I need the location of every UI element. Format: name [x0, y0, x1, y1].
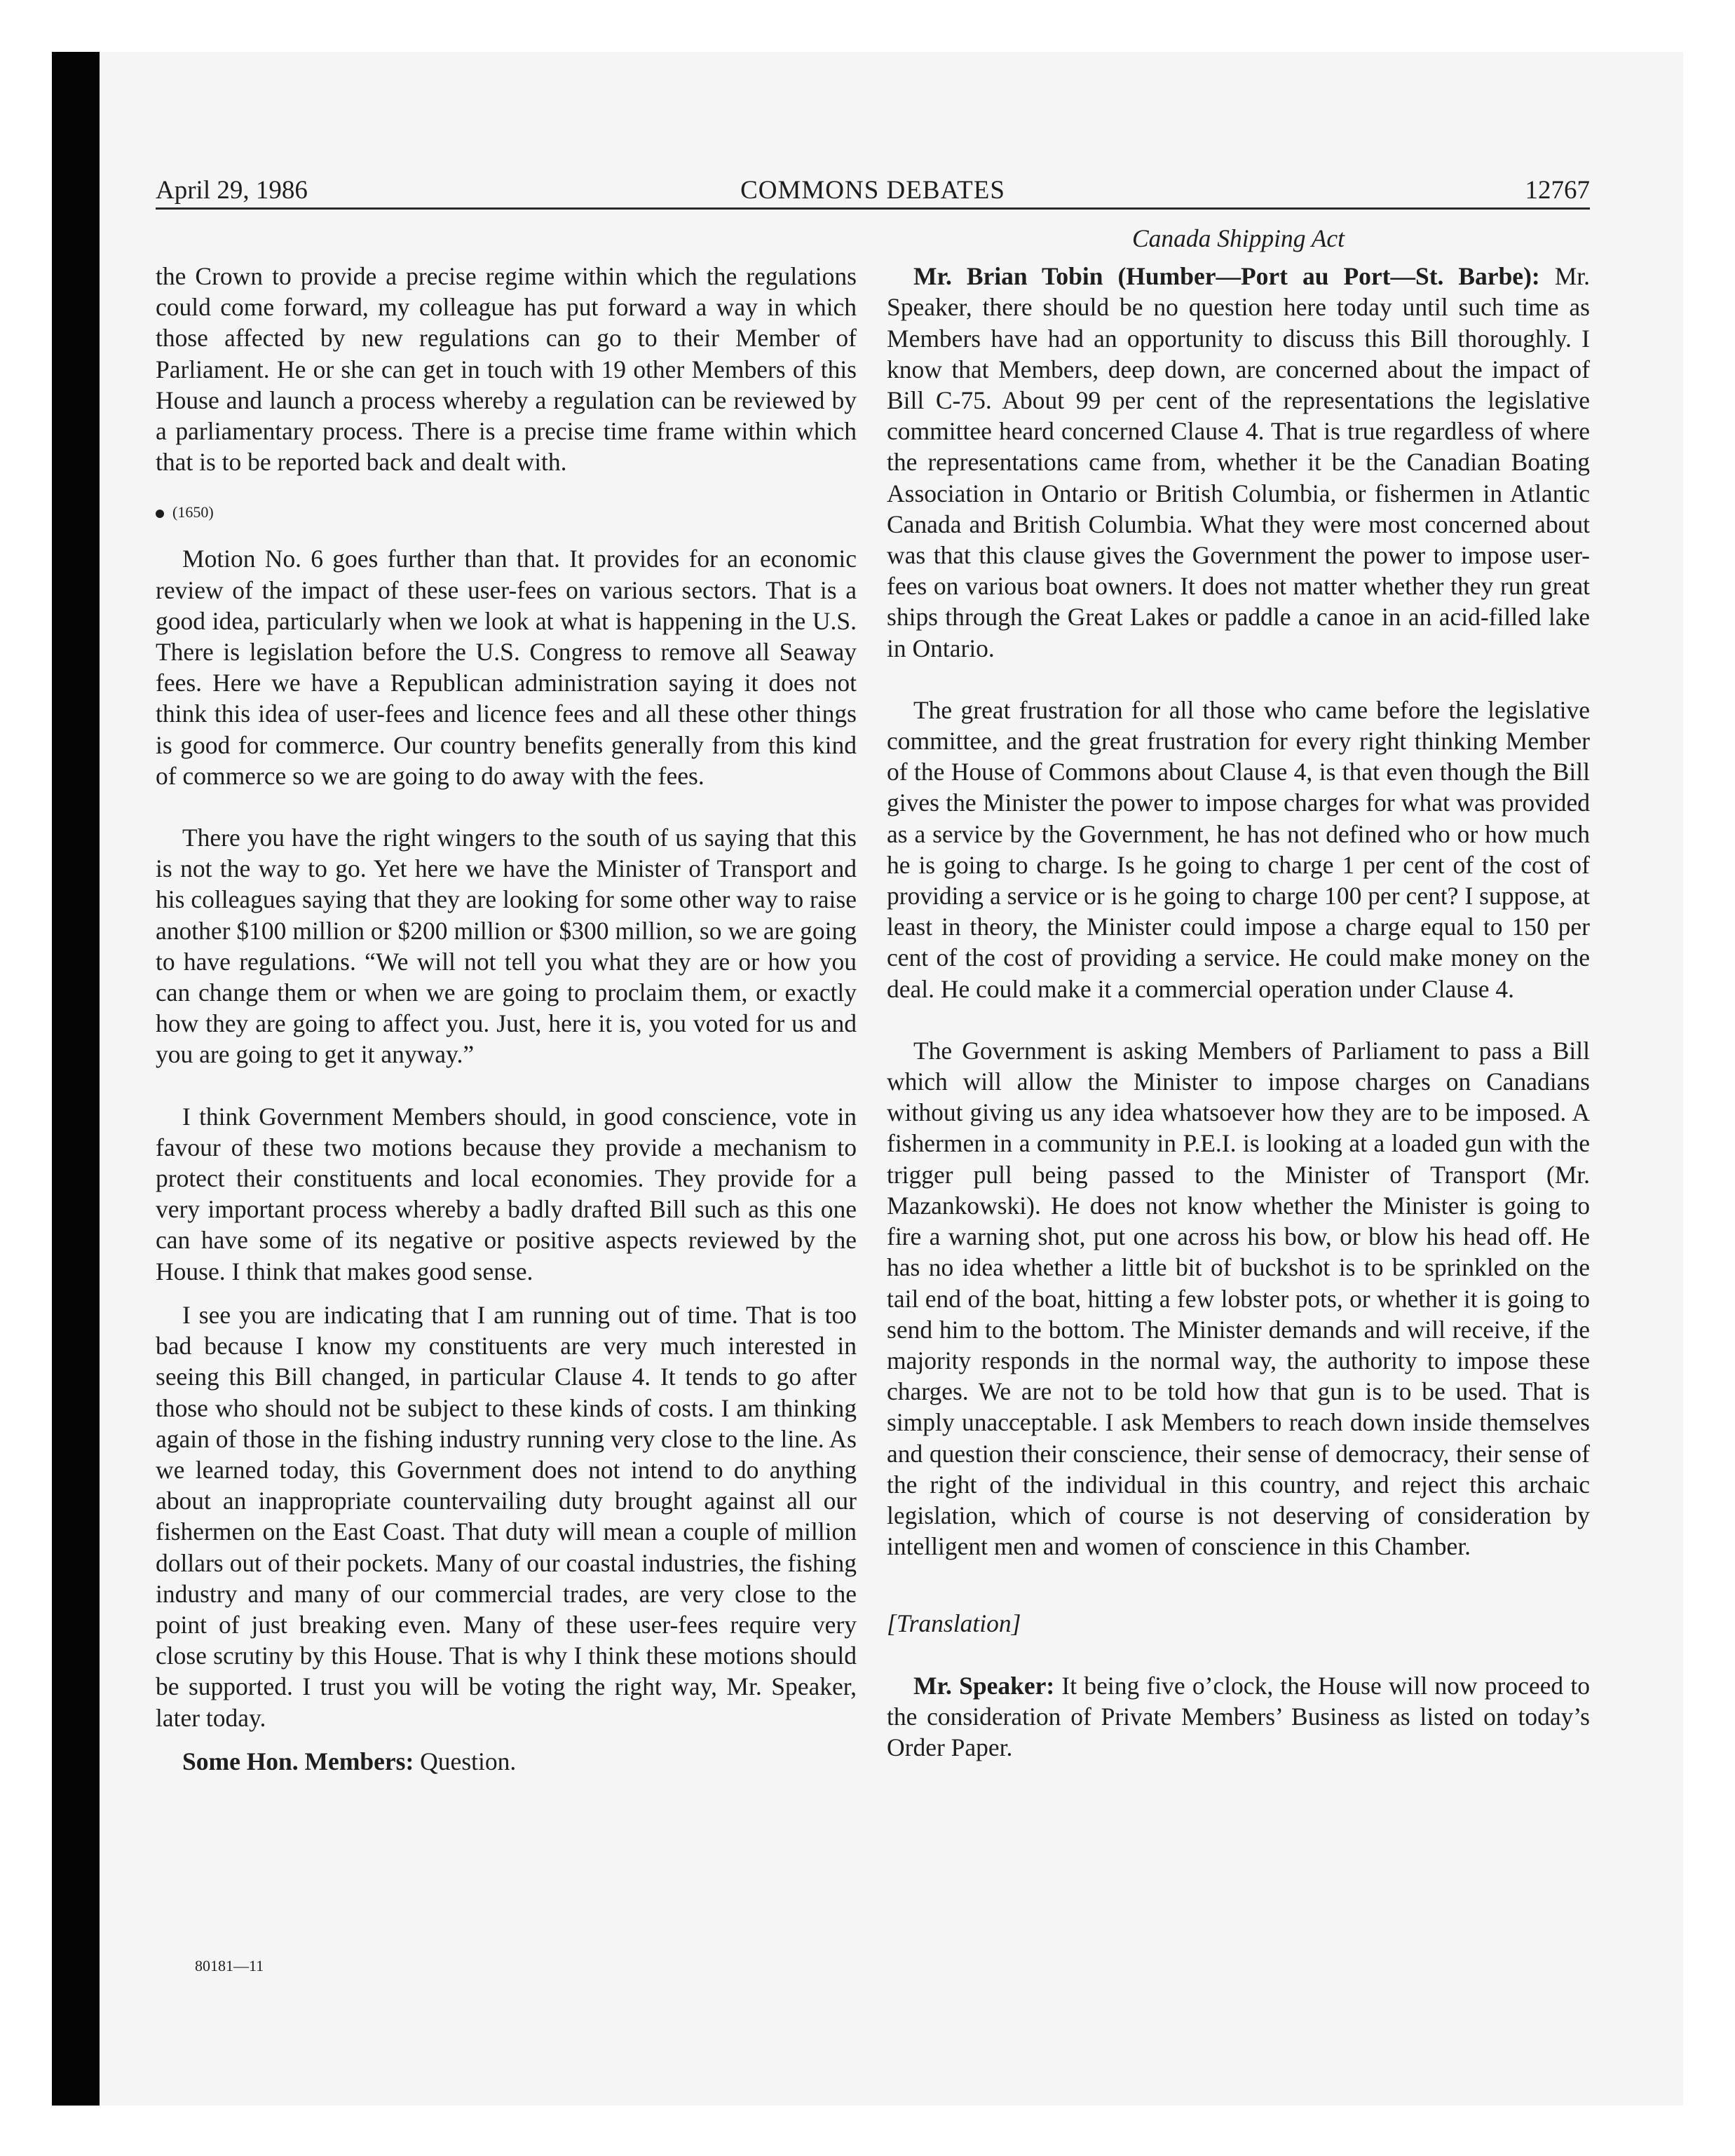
- header-date: April 29, 1986: [156, 176, 308, 205]
- running-head: Canada Shipping Act: [1131, 224, 1345, 252]
- speaker-name: Mr. Speaker:: [913, 1671, 1055, 1700]
- left-paragraph-4: I think Government Members should, in good conscience, vote in favour of these two motions because they provide a mechanism to protect their constituents and local economies. They provide for a very important process whereby a badly drafted Bill such as this one can have some of its negative or positive aspects reviewed by the House. I think that makes good sense.: [156, 1102, 857, 1285]
- speaker-name: Mr. Brian Tobin (Humber—Port au Port—St. Barbe):: [913, 262, 1540, 291]
- header-title: COMMONS DEBATES: [740, 176, 1005, 205]
- time-marker: [156, 498, 857, 526]
- page-header: [156, 172, 1590, 210]
- translation-marker: [Translation]: [887, 1609, 1021, 1638]
- left-paragraph-3: There you have the right wingers to the south of us saying that this is not the way to go. Yet here we have the Minister of Transport and his colleagues saying that they are looking for some other way to raise another $100 million or $200 million or $300 million, so we are going to have regulations. “We will not tell you what they are or how you can change them or when we are going to proclaim them, or exactly how they are going to affect you. Just, here it is, you voted for us and you are going to get it anyway.”: [156, 824, 857, 1069]
- footer-code: 80181—11: [195, 1957, 264, 1974]
- right-paragraph-1: [887, 261, 1590, 664]
- left-paragraph-2: Motion No. 6 goes further than that. It provides for an economic review of the impact of these user-fees on various sectors. That is a good idea, particularly when we look at what is happening in the U.S. There is legislation before the U.S. Congress to remove all Seaway fees. Here we have a Republican administration saying it does not think this idea of user-fees and licence fees and all these other things is good for commerce. Our country benefits generally from this kind of commerce so we are going to do away with the fees.: [156, 545, 857, 790]
- left-paragraph-5: I see you are indicating that I am running out of time. That is too bad because I know my constituents are very much interested in seeing this Bill changed, in particular Clause 4. It tends to go after those who should not be subject to these kinds of costs. I am thinking again of those in the fishing industry running very close to the line. As we learned today, this Government does not intend to do anything about an inappropriate countervailing duty brought against all our fishermen on the East Coast. That duty will mean a couple of million dollars out of their pockets. Many of our coastal industries, the fishing industry and many of our commercial trades, are very close to the point of just breaking even. Many of these user-fees require very close scrutiny by this House. That is why I think these motions should be supported. I trust you will be voting the right way, Mr. Speaker, later today.: [156, 1300, 857, 1732]
- left-paragraph-1: the Crown to provide a precise regime within which the regulations could come forward, my colleague has put forward a way in which those affected by new regulations can go to their Member of Parliament. He or she can get in touch with 19 other Members of this House and launch a process whereby a regulation can be reviewed by a parliamentary process. There is a precise time frame within which that is to be reported back and dealt with.: [156, 262, 857, 477]
- left-column: [156, 261, 857, 1777]
- speaker-name: Some Hon. Members:: [182, 1747, 414, 1775]
- speech-text: Mr. Speaker, there should be no question here today until such time as Members have had an opportunity to discuss this Bill thoroughly. I know that Members, deep down, are concerned about the impact of Bill C-75. About 99 per cent of the representations the legislative committee heard concerned Clause 4. That is true regardless of where the representations came from, whether it be the Canadian Boating Association in Ontario or British Columbia, or fishermen in Atlantic Canada and British Columbia. What they were most concerned about was that this clause gives the Government the power to impose user-fees on various boat owners. It does not matter whether they run great ships through the Great Lakes or paddle a canoe in an acid-filled lake in Ontario.: [887, 262, 1591, 662]
- right-paragraph-3: The Government is asking Members of Parliament to pass a Bill which will allow the Minister to impose charges on Canadians without giving us any idea whatsoever how they are to be imposed. A fishermen in a community in P.E.I. is looking at a loaded gun with the trigger pull being passed to the Minister of Transport (Mr. Mazankowski). He does not know whether the Minister is going to fire a warning shot, put one across his bow, or blow his head off. He has no idea whether a little bit of buckshot is to be sprinkled on the tail end of the boat, hitting a few lobster pots, or whether it is going to send him to the bottom. The Minister demands and will receive, if the majority responds in the normal way, the authority to impose these charges. We are not to be told how that gun is to be used. That is simply unacceptable. I ask Members to reach down inside themselves and question their conscience, their sense of democracy, their sense of the right of the individual in this country, and reject this archaic legislation, which of course is not deserving of consideration by intelligent men and women of conscience in this Chamber.: [887, 1036, 1590, 1561]
- right-column: [887, 223, 1590, 1763]
- right-paragraph-4: [887, 1670, 1590, 1763]
- speech-text: It being five o’clock, the House will now proceed to the consideration of Private Members’ Business as listed on today’s Order Paper.: [887, 1671, 1590, 1761]
- bullet-icon: [156, 510, 164, 518]
- scan-edge: [52, 52, 100, 2106]
- right-paragraph-2: The great frustration for all those who came before the legislative committee, and the great frustration for every right thinking Member of the House of Commons about Clause 4, is that even though the Bill gives the Minister the power to impose charges for what was provided as a service by the Government, he has not defined who or how much he is going to charge. Is he going to charge 1 per cent of the cost of providing a service or is he going to charge 100 per cent? I suppose, at least in theory, the Minister could impose a charge equal to 150 per cent of the cost of providing a service. He could make money on the deal. He could make it a commercial operation under Clause 4.: [887, 695, 1590, 1003]
- speech-text: Question.: [420, 1747, 517, 1775]
- header-page-number: 12767: [1525, 176, 1590, 205]
- time-marker-text: (1650): [172, 503, 214, 521]
- left-paragraph-6: [156, 1746, 857, 1777]
